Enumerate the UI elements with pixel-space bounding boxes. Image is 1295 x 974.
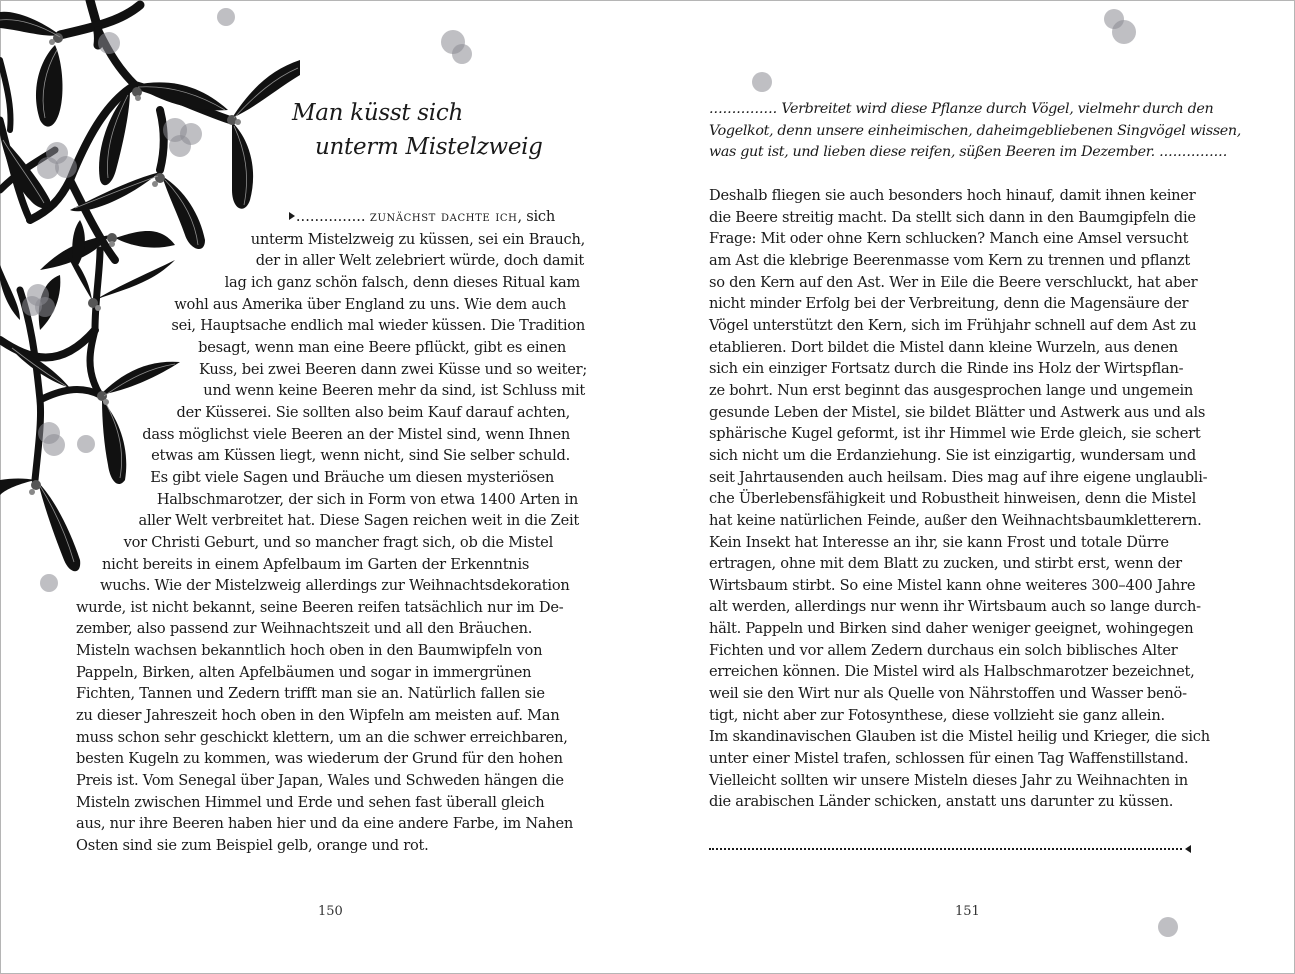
text-line: nicht bereits in einem Apfelbaum im Garten der Erkenntnis — [102, 555, 530, 573]
text-line: vor Christi Geburt, und so mancher fragt sich, ob die Mistel — [123, 533, 553, 551]
text-line: etablieren. Dort bildet die Mistel dann kleine Wurzeln, aus denen — [709, 338, 1178, 356]
text-line: Preis ist. Vom Senegal über Japan, Wales und Schweden hängen die — [76, 772, 564, 790]
text-line: Fichten und vor allem Zedern durchaus ein solch biblisches Alter — [709, 641, 1178, 659]
text-line: Es gibt viele Sagen und Bräuche um diesen mysteriösen — [150, 468, 554, 486]
text-line: aus, nur ihre Beeren haben hier und da eine andere Farbe, im Nahen — [76, 815, 574, 833]
intro-line: Vogelkot, denn unsere einheimischen, daheimgebliebenen Singvögel wissen, — [709, 122, 1241, 139]
text-line: etwas am Küssen liegt, wenn nicht, sind Sie selber schuld. — [151, 447, 570, 465]
intro-text: Verbreitet wird diese Pflanze durch Vögel, vielmehr durch den — [781, 101, 1214, 117]
dot-leader: ............... — [1159, 144, 1228, 161]
text-line: Kein Insekt hat Interesse an ihr, sie kann Frost und totale Dürre — [709, 533, 1169, 551]
right-body-text — [709, 185, 1219, 813]
text-line: die arabischen Länder schicken, anstatt uns darunter zu küssen. — [709, 793, 1174, 811]
text-line: muss schon sehr geschickt klettern, um an die schwer erreichbaren, — [76, 728, 568, 746]
text-line: Halbschmarotzer, der sich in Form von etwa 1400 Arten in — [156, 490, 578, 508]
text-line: che Überlebensfähigkeit und Robustheit hinweisen, denn die Mistel — [709, 490, 1197, 508]
dot-leader: ............... — [709, 101, 778, 117]
text-line: ertragen, ohne mit dem Blatt zu zucken, und stirbt erst, wenn der — [709, 555, 1182, 573]
text-line: Misteln zwischen Himmel und Erde und sehen fast überall gleich — [76, 793, 545, 811]
dot-leader: ............... — [295, 208, 366, 225]
text-line: Wirtsbaum stirbt. So eine Mistel kann ohne weiteres 300–400 Jahre — [709, 576, 1196, 594]
opening-line — [0, 206, 600, 229]
text-line: alt werden, allerdings nur wenn ihr Wirtsbaum auch so lange durch- — [709, 598, 1201, 616]
text-line: erreichen können. Die Mistel wird als Halbschmarotzer bezeichnet, — [709, 663, 1195, 681]
text-line: seit Jahrtausenden auch heilsam. Dies mag auf ihre eigene unglaubli- — [709, 468, 1208, 486]
text-line: und wenn keine Beeren mehr da sind, ist Schluss mit — [203, 382, 585, 400]
intro-line — [709, 142, 1228, 164]
dotted-line — [709, 848, 1182, 850]
text-line: besten Kugeln zu kommen, was wiederum der Grund für den hohen — [76, 750, 563, 768]
text-line: wohl aus Amerika über England zu uns. Wie dem auch — [174, 295, 566, 313]
page-number-left: 150 — [318, 904, 343, 919]
left-page — [0, 0, 647, 974]
chapter-title — [292, 96, 543, 164]
text-line: Osten sind sie zum Beispiel gelb, orange und rot. — [76, 837, 429, 855]
text-line: dass möglichst viele Beeren an der Mistel sind, wenn Ihnen — [142, 425, 570, 443]
opening-smallcaps: zunächst dachte ich — [369, 209, 518, 225]
text-line: gesunde Leben der Mistel, sie bildet Blätter und Astwerk aus und als — [709, 403, 1206, 421]
page-number-right: 151 — [955, 904, 980, 919]
text-line: der in aller Welt zelebriert würde, doch damit — [255, 252, 584, 270]
text-line: Frage: Mit oder ohne Kern schlucken? Manch eine Amsel versucht — [709, 230, 1189, 248]
text-line: unterm Mistelzweig zu küssen, sei ein Brauch, — [250, 230, 585, 248]
text-line: sich nicht um die Erdanziehung. Sie ist einzigartig, wundersam und — [709, 446, 1196, 464]
right-intro-italic — [709, 99, 1241, 164]
title-line-2: unterm Mistelzweig — [315, 134, 543, 160]
intro-line — [709, 99, 1219, 121]
text-line: so den Kern auf den Ast. Wer in Eile die Beere verschluckt, hat aber — [709, 273, 1198, 291]
text-line: besagt, wenn man eine Beere pflückt, gibt es einen — [198, 338, 566, 356]
text-line: Vielleicht sollten wir unsere Misteln dieses Jahr zu Weihnachten in — [709, 771, 1188, 789]
arrow-right-icon — [289, 212, 295, 220]
arrow-left-icon — [1185, 845, 1191, 853]
text-line: sphärische Kugel geformt, ist ihr Himmel wie Erde gleich, sie schert — [709, 425, 1201, 443]
text-line: Fichten, Tannen und Zedern trifft man sie an. Natürlich fallen sie — [76, 685, 545, 703]
text-line: nicht minder Erfolg bei der Verbreitung, denn die Magensäure der — [709, 295, 1189, 313]
text-line: weil sie den Wirt nur als Quelle von Nährstoffen und Wasser benö- — [709, 685, 1187, 703]
text-line: der Küsserei. Sie sollten also beim Kauf darauf achten, — [176, 403, 570, 421]
opening-rest: , sich — [517, 208, 555, 225]
text-line: unter einer Mistel trafen, schlossen für einen Tag Waffenstillstand. — [709, 750, 1189, 768]
text-line: Pappeln, Birken, alten Apfelbäumen und sogar in immergrünen — [76, 663, 532, 681]
text-line: hält. Pappeln und Birken sind daher weniger geeignet, wohingegen — [709, 620, 1194, 638]
text-line: Deshalb fliegen sie auch besonders hoch hinauf, damit ihnen keiner — [709, 187, 1196, 204]
title-line-1: Man küsst sich — [292, 100, 463, 126]
text-line: wurde, ist nicht bekannt, seine Beeren reifen tatsächlich nur im De- — [76, 598, 564, 616]
text-line: Im skandinavischen Glauben ist die Mistel heilig und Krieger, die sich — [709, 728, 1210, 746]
text-line: ze bohrt. Nun erst beginnt das ausgesprochen lange und ungemein — [709, 381, 1194, 399]
text-line: zember, also passend zur Weihnachtszeit und all den Bräuchen. — [76, 620, 533, 638]
text-line: die Beere streitig macht. Da stellt sich dann in den Baumgipfeln die — [709, 208, 1196, 226]
intro-text: was gut ist, und lieben diese reifen, süßen Beeren im Dezember. — [709, 144, 1155, 161]
text-line: am Ast die klebrige Beerenmasse vom Kern zu trennen und pflanzt — [709, 251, 1190, 269]
text-line: zu dieser Jahreszeit hoch oben in den Wipfeln am meisten auf. Man — [76, 707, 560, 725]
text-line: lag ich ganz schön falsch, denn dieses Ritual kam — [224, 273, 580, 291]
text-line: Misteln wachsen bekanntlich hoch oben in den Baumwipfeln von — [76, 642, 543, 660]
text-line: sei, Hauptsache endlich mal wieder küssen. Die Tradition — [171, 317, 585, 335]
text-line: aller Welt verbreitet hat. Diese Sagen reichen weit in die Zeit — [138, 512, 579, 530]
end-ornament-rule — [709, 842, 1191, 856]
text-line: Kuss, bei zwei Beeren dann zwei Küsse und so weiter; — [198, 360, 587, 378]
text-line: hat keine natürlichen Feinde, außer den Weihnachtsbaumkletterern. — [709, 511, 1202, 529]
text-line: Vögel unterstützt den Kern, sich im Frühjahr schnell auf dem Ast zu — [709, 316, 1197, 334]
text-line: tigt, nicht aber zur Fotosynthese, diese vollzieht sie ganz allein. — [709, 706, 1165, 724]
left-body-text — [0, 206, 600, 857]
text-line: wuchs. Wie der Mistelzweig allerdings zur Weihnachtsdekoration — [100, 577, 570, 595]
text-line: sich ein einziger Fortsatz durch die Rinde ins Holz der Wirtspflan- — [709, 360, 1184, 378]
